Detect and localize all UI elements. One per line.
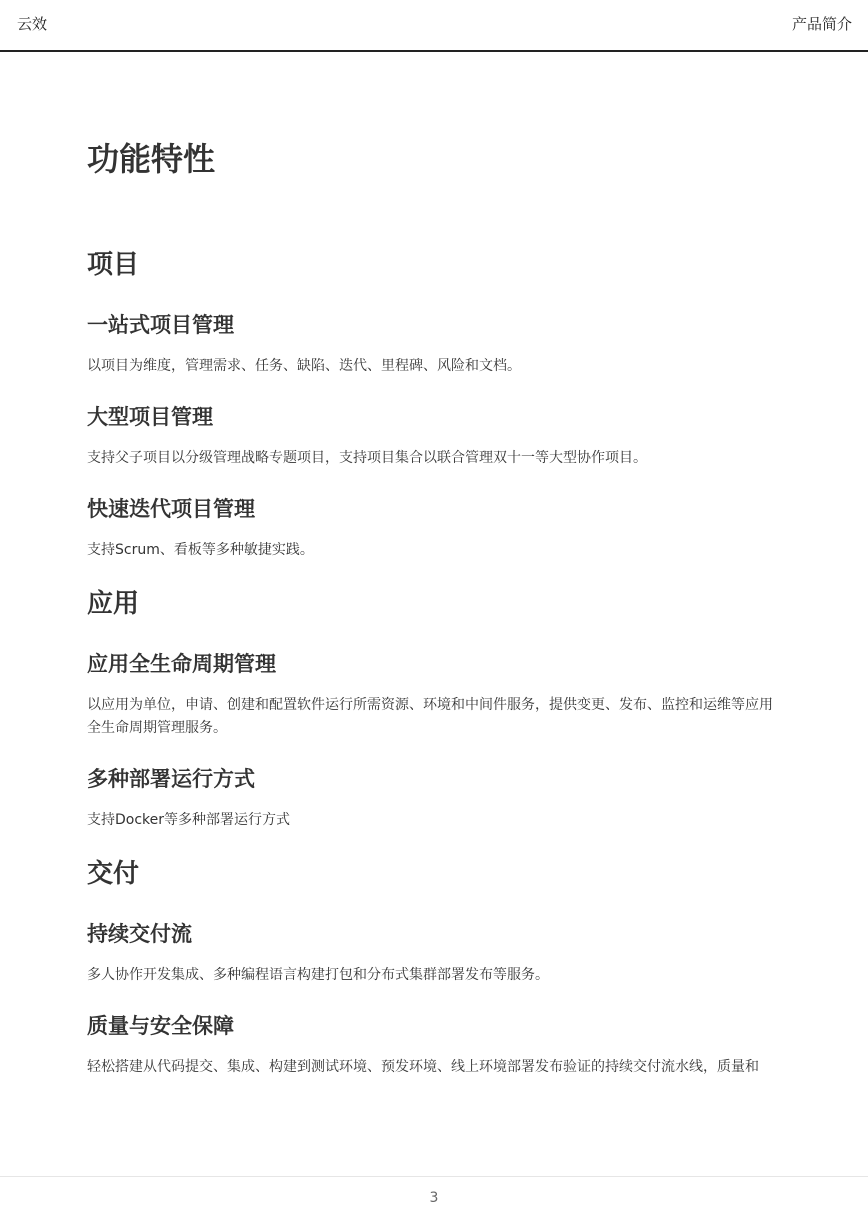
subheading-quality-security: 质量与安全保障 — [87, 1014, 234, 1038]
section-heading-delivery: 交付 — [87, 859, 140, 889]
paragraph-fast-iteration-project-management: 支持Scrum、看板等多种敏捷实践。 — [87, 542, 314, 558]
paragraph-continuous-delivery: 多人协作开发集成、多种编程语言构建打包和分布式集群部署发布等服务。 — [87, 967, 549, 983]
subheading-one-stop-project-management: 一站式项目管理 — [87, 313, 234, 337]
paragraph-large-project-management: 支持父子项目以分级管理战略专题项目，支持项目集合以联合管理双十一等大型协作项目。 — [87, 450, 647, 466]
subheading-fast-iteration-project-management: 快速迭代项目管理 — [87, 497, 255, 521]
subheading-application-lifecycle-management: 应用全生命周期管理 — [87, 652, 276, 676]
paragraph-one-stop-project-management: 以项目为维度，管理需求、任务、缺陷、迭代、里程碑、风险和文档。 — [87, 358, 521, 374]
page-title: 功能特性 — [87, 140, 216, 178]
header-section-name: 产品简介 — [791, 15, 852, 33]
page-number: 3 — [429, 1190, 439, 1206]
subheading-continuous-delivery: 持续交付流 — [87, 922, 192, 946]
subheading-deployment-methods: 多种部署运行方式 — [87, 767, 255, 791]
section-heading-project: 项目 — [87, 250, 140, 280]
section-heading-application: 应用 — [87, 589, 140, 619]
subheading-large-project-management: 大型项目管理 — [87, 405, 213, 429]
header-product-name: 云效 — [17, 15, 48, 33]
page-header — [0, 0, 868, 52]
paragraph-deployment-methods: 支持Docker等多种部署运行方式 — [87, 812, 291, 828]
footer-divider — [0, 1176, 868, 1177]
paragraph-application-lifecycle-management: 以应用为单位，申请、创建和配置软件运行所需资源、环境和中间件服务，提供变更、发布、监控和运维等应用全生命周期管理服务。 — [87, 697, 773, 736]
paragraph-quality-security: 轻松搭建从代码提交、集成、构建到测试环境、预发环境、线上环境部署发布验证的持续交付流水线，质量和 — [87, 1059, 759, 1075]
